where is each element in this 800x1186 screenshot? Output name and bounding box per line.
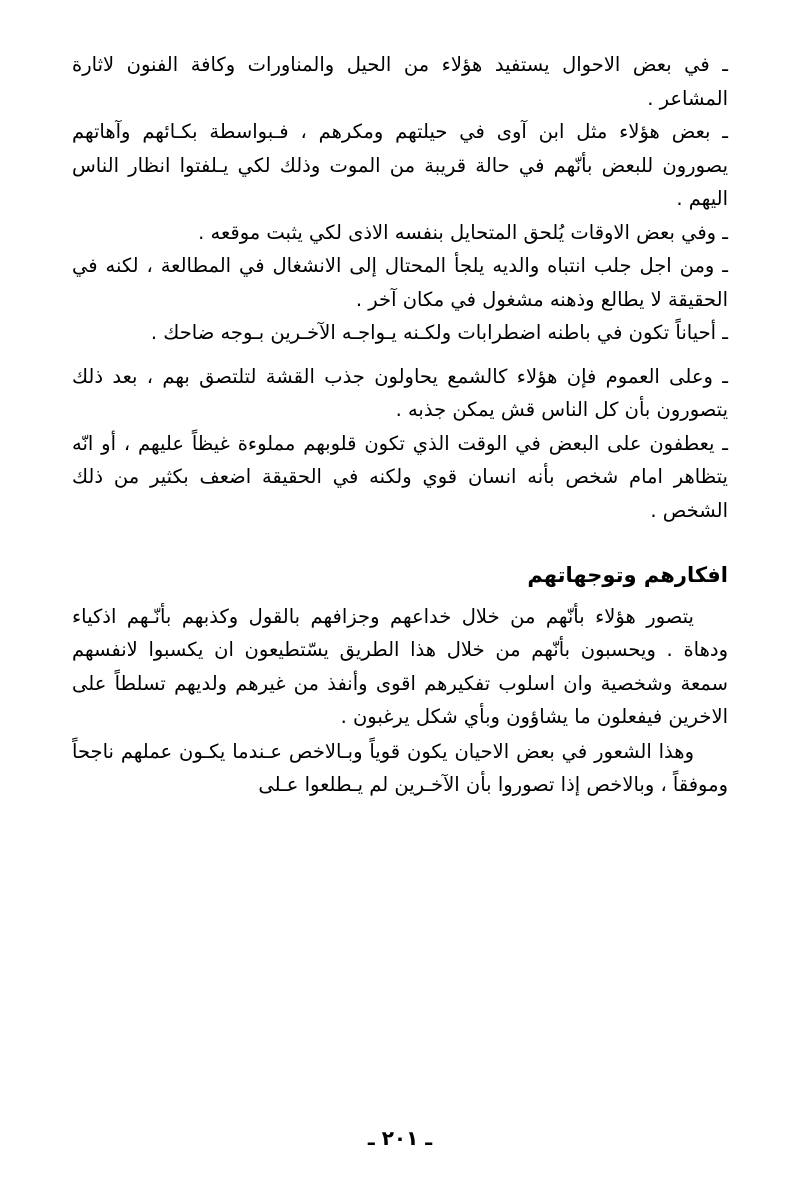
page-body [72, 48, 728, 802]
bullet-paragraph-3: ـ وفي بعض الاوقات يُلحق المتحايل بنفسه الاذى لكي يثبت موقعه . [198, 220, 728, 244]
paragraph-spacer [72, 350, 728, 360]
bullet-paragraph-4: ـ ومن اجل جلب انتباه والديه يلجأ المحتال إلى الانشغال في المطالعة ، لكنه في الحقيقة لا يطالع وذهنه مشغول في مكان آخر . [72, 254, 728, 311]
bullet-paragraph-6: ـ وعلى العموم فإن هؤلاء كالشمع يحاولون جذب القشة لتلتصق بهم ، بعد ذلك يتصورون بأن كل الناس قش يمكن جذبه . [72, 364, 728, 422]
bullet-paragraph-5: ـ أحياناً تكون في باطنه اضطرابات ولكـنه يـواجـه الآخـرين بـوجه ضاحك . [150, 321, 728, 345]
body-paragraph-1: يتصور هؤلاء بأنّهم من خلال خداعهم وجزافهم بالقول وكذبهم بأنّـهم اذكياء ودهاة . ويحسبون بأنّهم من خلال هذا الطريق يسّتطيعون ان يكسبوا لانفسهم سمعة وشخصية وان اسلوب تفكيرهم اقوى وأنفذ من غيرهم ولديهم تسلطاً على الاخرين فيفعلون ما يشاؤون وبأي شكل يرغبون . [72, 604, 728, 729]
section-heading: افكارهم وتوجهاتهم [527, 563, 728, 588]
bullet-paragraph-2: ـ بعض هؤلاء مثل ابن آوى في حيلتهم ومكرهم ، فـبواسطة بكـائهم وآهاتهم يصورون للبعض بأنّهم في حالة قريبة من الموت وذلك لكي يـلفتوا انظار الناس اليهم . [72, 120, 728, 211]
page-number: ـ ٢٠١ ـ [367, 1126, 433, 1150]
bullet-paragraph-7: ـ يعطفون على البعض في الوقت الذي تكون قلوبهم مملوءة غيظاً عليهم ، أو انّه يتظاهر امام شخص بأنه انسان قوي ولكنه في الحقيقة اضعف بكثير من ذلك الشخص . [72, 431, 728, 522]
body-paragraph-2: وهذا الشعور في بعض الاحيان يكون قوياً وبـالاخص عـندما يكـون عملهم ناجحاً وموفقاً ، وبالاخص إذا تصوروا بأن الآخـرين لم يـطلعوا عـلى [72, 739, 728, 797]
bullet-paragraph-1: ـ في بعض الاحوال يستفيد هؤلاء من الحيل والمناورات وكافة الفنون لاثارة المشاعر . [72, 53, 728, 110]
